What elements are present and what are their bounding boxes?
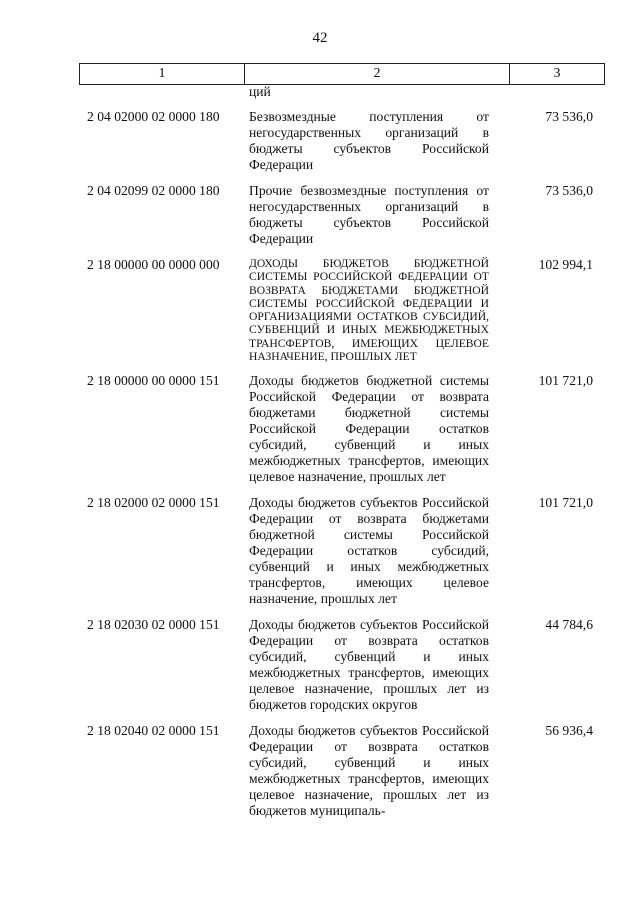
budget-rows xyxy=(79,109,601,829)
budget-code: 2 18 00000 00 0000 000 xyxy=(87,257,220,272)
page-number: 42 xyxy=(312,30,328,46)
row-amount: 102 994,1 xyxy=(538,257,593,272)
column-header-2: 2 xyxy=(245,64,510,85)
budget-code: 2 18 02000 02 0000 151 xyxy=(87,495,220,511)
table-row xyxy=(79,109,601,173)
row-description: Доходы бюджетов субъектов Российской Федерации от возврата остатков субсидий, субвенций и иных межбюджетных трансфертов, имеющих целевое назначение, прошлых лет из бюджетов муниципаль- xyxy=(249,723,489,819)
row-amount: 44 784,6 xyxy=(545,617,593,633)
table-row xyxy=(79,373,601,485)
column-header-1: 1 xyxy=(80,64,245,85)
row-amount: 101 721,0 xyxy=(538,373,593,389)
budget-code: 2 04 02099 02 0000 180 xyxy=(87,183,220,198)
budget-code: 2 04 02000 02 0000 180 xyxy=(87,109,220,124)
table-row xyxy=(79,257,601,363)
row-description: Доходы бюджетов бюджетной системы Российской Федерации от возврата бюджетами бюджетной системы Российской Федерации остатков субсидий, субвенций и иных межбюджетных трансфертов, имеющих целевое назначение, прошлых лет xyxy=(249,373,489,485)
table-row xyxy=(79,183,601,247)
row-amount: 101 721,0 xyxy=(538,495,593,511)
row-amount: 73 536,0 xyxy=(545,109,593,124)
row-description: Доходы бюджетов субъектов Российской Федерации от возврата бюджетами бюджетной системы Российской Федерации остатков субсидий, субвенций и иных межбюджетных трансфертов, имеющих целевое назначение, прошлых лет xyxy=(249,495,489,607)
row-description: Доходы бюджетов субъектов Российской Федерации от возврата остатков субсидий, субвенций и иных межбюджетных трансфертов, имеющих целевое назначение, прошлых лет из бюджетов городских округов xyxy=(249,617,489,713)
table-row xyxy=(79,495,601,607)
row-amount: 73 536,0 xyxy=(545,183,593,198)
budget-code: 2 18 00000 00 0000 151 xyxy=(87,373,220,389)
row-description: Прочие безвозмездные поступления от негосударственных организаций в бюджеты субъектов Российской Федерации xyxy=(249,183,489,246)
column-header-3: 3 xyxy=(510,64,605,85)
row-description: Безвозмездные поступления от негосударственных организаций в бюджеты субъектов Российской Федерации xyxy=(249,109,489,172)
budget-code: 2 18 02040 02 0000 151 xyxy=(87,723,220,739)
budget-code: 2 18 02030 02 0000 151 xyxy=(87,617,220,633)
row-description: ДОХОДЫ БЮДЖЕТОВ БЮДЖЕТНОЙ СИСТЕМЫ РОССИЙСКОЙ ФЕДЕРАЦИИ ОТ ВОЗВРАТА БЮДЖЕТАМИ БЮДЖЕТНОЙ СИСТЕМЫ РОССИЙСКОЙ ФЕДЕРАЦИИ И ОРГАНИЗАЦИЯМИ ОСТАТКОВ СУБСИДИЙ, СУБВЕНЦИЙ И ИНЫХ МЕЖБЮДЖЕТНЫХ ТРАНСФЕРТОВ, ИМЕЮЩИХ ЦЕЛЕВОЕ НАЗНАЧЕНИЕ, ПРОШЛЫХ ЛЕТ xyxy=(249,257,489,364)
column-header-table xyxy=(79,63,605,85)
row-amount: 56 936,4 xyxy=(545,723,593,739)
table-row xyxy=(79,723,601,819)
continued-description-text: ций xyxy=(249,84,271,99)
table-row xyxy=(79,617,601,713)
